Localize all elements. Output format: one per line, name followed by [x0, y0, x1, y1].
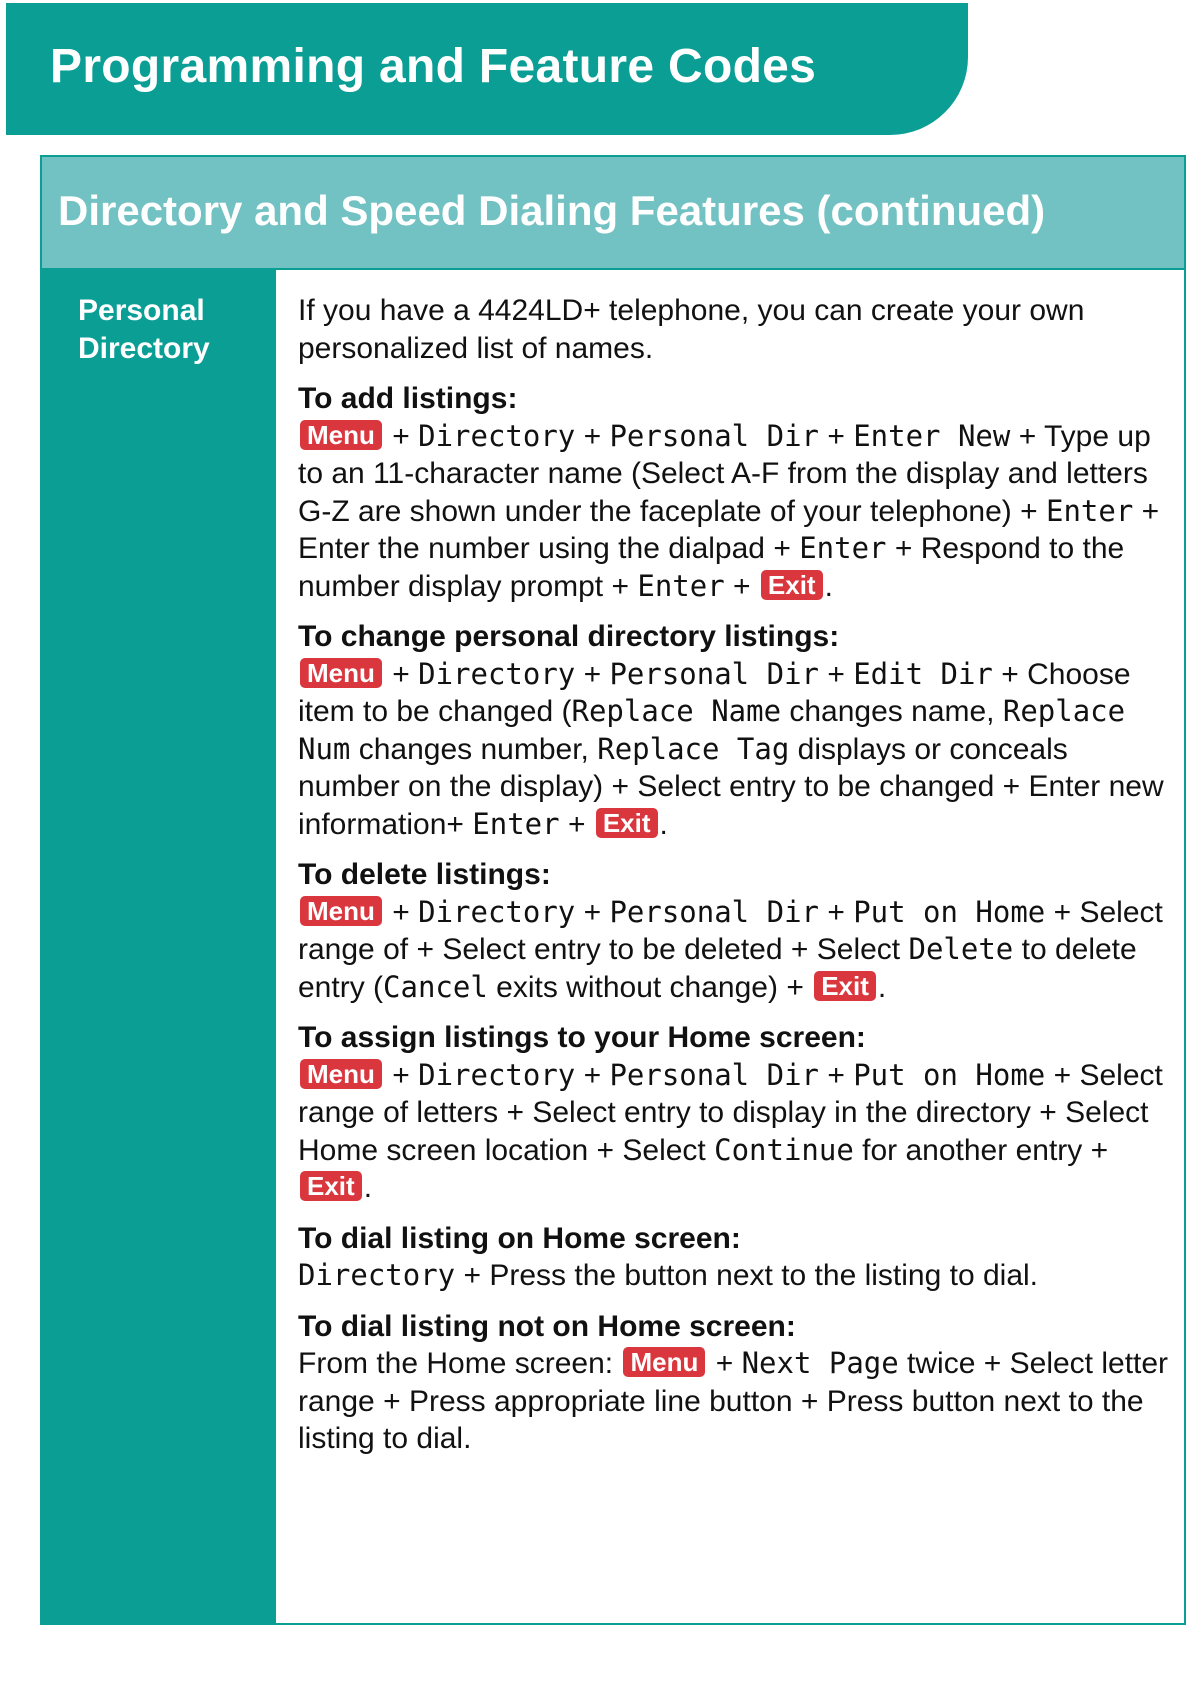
- add-step-3: Respond to the number display prompt: [298, 532, 1125, 603]
- softkey-replace-num: Replace Num: [298, 694, 1126, 766]
- add-heading: To add listings:: [298, 382, 518, 415]
- assign-steps: Menu + Directory + Personal Dir + Put on Home + Select range of letters + Select entry to display in the directory + Select Home screen location + Select Continue for another entry + Exit .: [298, 1057, 1163, 1204]
- softkey-directory: Directory: [418, 894, 576, 929]
- softkey-enter: Enter: [1045, 493, 1134, 528]
- delete-step-4: to delete entry (: [298, 933, 1137, 1004]
- assign-step-5: for another entry: [862, 1133, 1083, 1167]
- exit-key: Exit: [761, 570, 823, 600]
- add-steps: Menu + Directory + Personal Dir + Enter New + Type up to an 11-character name (Select A-F from the display and letters G-Z are shown under the faceplate of your telephone) + Enter + Enter the number using the dialpad + Enter + Respond to the number display prompt + Enter + Exit .: [298, 418, 1160, 603]
- dial-home-heading: To dial listing on Home screen:: [298, 1221, 741, 1255]
- softkey-directory: Directory: [418, 418, 576, 453]
- page-header: [6, 3, 968, 135]
- change-step-5: Select entry to be changed: [637, 770, 995, 803]
- add-step-2: Enter the number using the dialpad: [298, 532, 765, 565]
- change-step-3: changes number,: [358, 732, 589, 766]
- dial-not-home-step-2: twice: [907, 1347, 976, 1380]
- softkey-edit-dir: Edit Dir: [853, 656, 993, 691]
- assign-step-3: Select Home screen location: [298, 1096, 1149, 1167]
- page-title: Programming and Feature Codes: [50, 40, 817, 93]
- dial-not-home-step-4: Press appropriate line button: [408, 1384, 793, 1418]
- assign-step-1: Select range of letters: [298, 1058, 1163, 1129]
- dial-not-home-heading: To dial listing not on Home screen:: [298, 1309, 796, 1343]
- menu-key: Menu: [623, 1347, 705, 1377]
- feature-panel: [40, 155, 1186, 1625]
- softkey-enter: Enter: [472, 806, 560, 841]
- section-title: Directory and Speed Dialing Features (continued): [58, 187, 1046, 234]
- content-area: [276, 270, 1184, 1623]
- menu-key: Menu: [300, 420, 382, 450]
- delete-step-5: exits without change): [496, 970, 778, 1004]
- section-header: [42, 157, 1184, 270]
- dial-home-steps: Directory + Press the button next to the listing to dial.: [298, 1258, 1039, 1292]
- assign-step-4: Select: [622, 1133, 706, 1167]
- exit-key: Exit: [596, 808, 658, 838]
- softkey-replace-name: Replace Name: [571, 694, 782, 728]
- dial-not-home-steps: From the Home screen: Menu + Next Page twice + Select letter range + Press appropriate line button + Press button next to the listing to dial.: [298, 1346, 1169, 1455]
- softkey-continue: Continue: [714, 1132, 854, 1167]
- exit-key: Exit: [300, 1171, 362, 1201]
- feature-label: Personal Directory: [78, 294, 210, 365]
- softkey-next-page: Next Page: [741, 1346, 899, 1380]
- dial-home-step-1: Press the button next to the listing to dial.: [489, 1259, 1039, 1292]
- delete-heading: To delete listings:: [298, 858, 551, 891]
- softkey-cancel: Cancel: [383, 969, 488, 1004]
- intro-text: If you have a 4424LD+ telephone, you can create your own personalized list of names.: [298, 294, 1085, 365]
- softkey-delete: Delete: [908, 932, 1014, 966]
- dial-not-home-step-3: Select letter range: [298, 1347, 1169, 1418]
- softkey-personal-dir: Personal Dir: [609, 656, 819, 691]
- softkey-put-on-home: Put on Home: [853, 894, 1046, 929]
- assign-step-2: Select entry to display in the directory: [532, 1096, 1031, 1129]
- change-step-6: Enter new information+: [298, 770, 1164, 841]
- change-step-2: changes name,: [789, 695, 995, 728]
- softkey-personal-dir: Personal Dir: [609, 894, 819, 929]
- sidebar: [42, 270, 276, 1623]
- menu-key: Menu: [300, 896, 382, 926]
- softkey-directory: Directory: [418, 656, 576, 691]
- change-step-4: displays or conceals number on the display): [298, 732, 1068, 803]
- assign-heading: To assign listings to your Home screen:: [298, 1021, 866, 1054]
- delete-step-3: Select: [816, 933, 901, 966]
- change-steps: Menu + Directory + Personal Dir + Edit Dir + Choose item to be changed (Replace Name changes name, Replace Num changes number, Replace Tag displays or conceals number on the display) + Select entry to be changed + Enter new information+ Enter + Exit .: [298, 656, 1164, 841]
- softkey-personal-dir: Personal Dir: [609, 1057, 819, 1092]
- change-heading: To change personal directory listings:: [298, 620, 840, 653]
- delete-step-1: Select range of: [298, 895, 1163, 966]
- menu-key: Menu: [300, 658, 382, 688]
- exit-key: Exit: [814, 971, 876, 1001]
- dial-not-home-step-5: Press button next to the listing to dial.: [298, 1384, 1144, 1455]
- softkey-replace-tag: Replace Tag: [597, 731, 790, 766]
- softkey-personal-dir: Personal Dir: [609, 418, 819, 453]
- softkey-directory: Directory: [298, 1258, 456, 1292]
- softkey-enter-new: Enter New: [853, 418, 1011, 453]
- change-step-1: Choose item to be changed (: [298, 657, 1131, 728]
- softkey-put-on-home: Put on Home: [853, 1057, 1046, 1092]
- menu-key: Menu: [300, 1059, 382, 1089]
- delete-steps: Menu + Directory + Personal Dir + Put on Home + Select range of + Select entry to be deleted + Select Delete to delete entry (Cancel exits without change) + Exit .: [298, 894, 1163, 1004]
- dial-not-home-step-1: From the Home screen:: [298, 1347, 614, 1380]
- softkey-directory: Directory: [418, 1057, 576, 1092]
- delete-step-2: Select entry to be deleted: [442, 933, 783, 966]
- softkey-enter: Enter: [799, 531, 887, 565]
- softkey-enter: Enter: [637, 568, 725, 603]
- add-step-1: Type up to an 11-character name (Select A-F from the display and letters G-Z are shown under the faceplate of your telephone): [298, 419, 1151, 528]
